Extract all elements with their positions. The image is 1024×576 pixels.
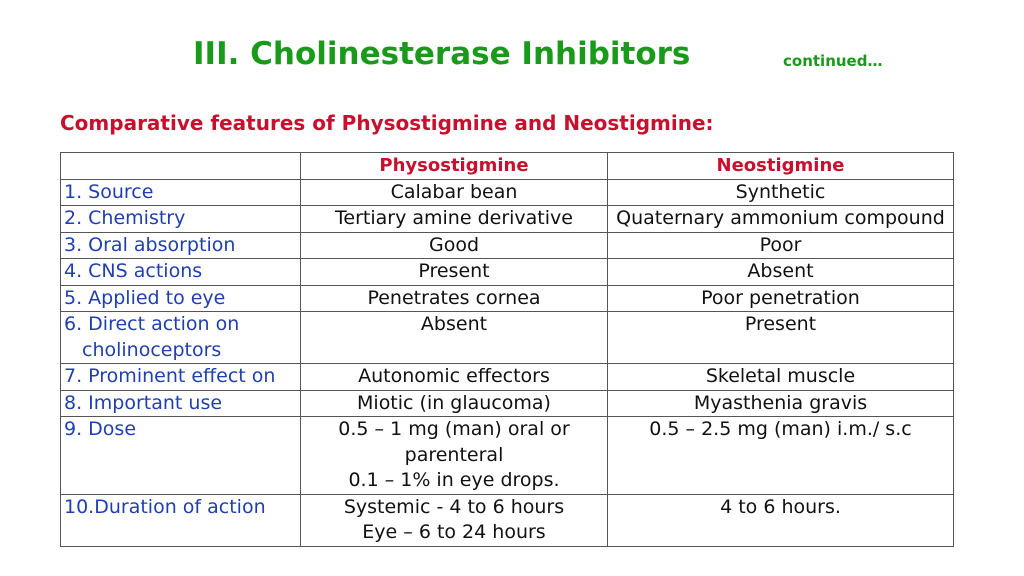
table-caption: Comparative features of Physostigmine and Neostigmine: — [60, 111, 714, 135]
cell-text: 9. Dose — [64, 418, 137, 440]
feature-cell — [61, 364, 301, 391]
slide-title: III. Cholinesterase Inhibitors — [193, 36, 691, 72]
cell-text: Absent — [420, 313, 488, 335]
table-row — [61, 179, 954, 206]
cell-text: Absent — [747, 260, 814, 282]
header-feature — [61, 153, 301, 180]
feature-cell — [61, 312, 301, 364]
neostigmine-cell — [608, 390, 954, 417]
cell-text: 5. Applied to eye — [64, 286, 226, 309]
cell-text: Eye – 6 to 24 hours — [362, 521, 546, 543]
continued-label: continued… — [783, 52, 883, 70]
cell-text: Poor — [759, 233, 802, 256]
table-row — [61, 206, 954, 233]
neostigmine-cell — [608, 179, 954, 206]
cell-text: Present — [744, 313, 817, 335]
feature-cell — [61, 206, 301, 233]
cell-text: Calabar bean — [390, 180, 518, 203]
neostigmine-cell — [608, 232, 954, 259]
cell-text: Present — [418, 260, 490, 282]
cell-text: 2. Chemistry — [64, 207, 186, 229]
cell-text: Penetrates cornea — [367, 286, 541, 309]
cell-text: Miotic (in glaucoma) — [357, 391, 551, 414]
cell-text: Autonomic effectors — [358, 365, 550, 387]
neostigmine-cell — [608, 206, 954, 233]
neostigmine-cell — [608, 494, 954, 546]
physostigmine-cell — [301, 206, 608, 233]
header-physostigmine: Physostigmine — [301, 153, 608, 180]
neostigmine-cell — [608, 417, 954, 495]
feature-cell — [61, 390, 301, 417]
feature-cell — [61, 417, 301, 495]
feature-cell — [61, 285, 301, 312]
cell-text: cholinoceptors — [82, 338, 222, 361]
table-row — [61, 494, 954, 546]
cell-text: 10.Duration of action — [64, 495, 266, 518]
feature-cell — [61, 494, 301, 546]
physostigmine-cell — [301, 232, 608, 259]
cell-text: Poor penetration — [701, 286, 860, 309]
physostigmine-cell — [301, 285, 608, 312]
cell-text: Systemic - 4 to 6 hours — [343, 495, 565, 518]
physostigmine-cell — [301, 417, 608, 495]
cell-text: Good — [428, 233, 480, 256]
table-row — [61, 259, 954, 286]
table-row — [61, 232, 954, 259]
cell-text: Synthetic — [735, 180, 826, 203]
cell-text: 0.5 – 1 mg (man) oral or — [338, 418, 570, 440]
neostigmine-cell — [608, 312, 954, 364]
feature-cell — [61, 259, 301, 286]
table-header-row — [61, 153, 954, 180]
cell-text: Myasthenia gravis — [693, 391, 868, 414]
physostigmine-cell — [301, 494, 608, 546]
table-row — [61, 417, 954, 495]
cell-text: 1. Source — [64, 180, 154, 203]
feature-cell — [61, 232, 301, 259]
neostigmine-cell — [608, 364, 954, 391]
physostigmine-cell — [301, 364, 608, 391]
cell-text: Skeletal muscle — [705, 365, 856, 387]
table-row — [61, 312, 954, 364]
neostigmine-cell — [608, 285, 954, 312]
comparison-table — [60, 152, 954, 547]
feature-cell — [61, 179, 301, 206]
physostigmine-cell — [301, 312, 608, 364]
table-row — [61, 364, 954, 391]
cell-text: 0.1 – 1% in eye drops. — [348, 469, 560, 491]
physostigmine-cell — [301, 390, 608, 417]
cell-text: 4. CNS actions — [64, 260, 203, 282]
cell-text: Quaternary ammonium compound — [616, 207, 945, 229]
cell-text: Tertiary amine derivative — [335, 207, 573, 229]
table-row — [61, 285, 954, 312]
cell-text: 6. Direct action on — [64, 313, 240, 335]
physostigmine-cell — [301, 179, 608, 206]
table-row — [61, 390, 954, 417]
cell-text: 3. Oral absorption — [64, 233, 236, 256]
cell-text: parenteral — [404, 443, 504, 466]
cell-text: 7. Prominent effect on — [64, 365, 276, 387]
cell-text: 4 to 6 hours. — [720, 495, 841, 518]
header-neostigmine: Neostigmine — [608, 153, 954, 180]
physostigmine-cell — [301, 259, 608, 286]
cell-text: 8. Important use — [64, 391, 223, 414]
neostigmine-cell — [608, 259, 954, 286]
cell-text: 0.5 – 2.5 mg (man) i.m./ s.c — [649, 418, 912, 440]
